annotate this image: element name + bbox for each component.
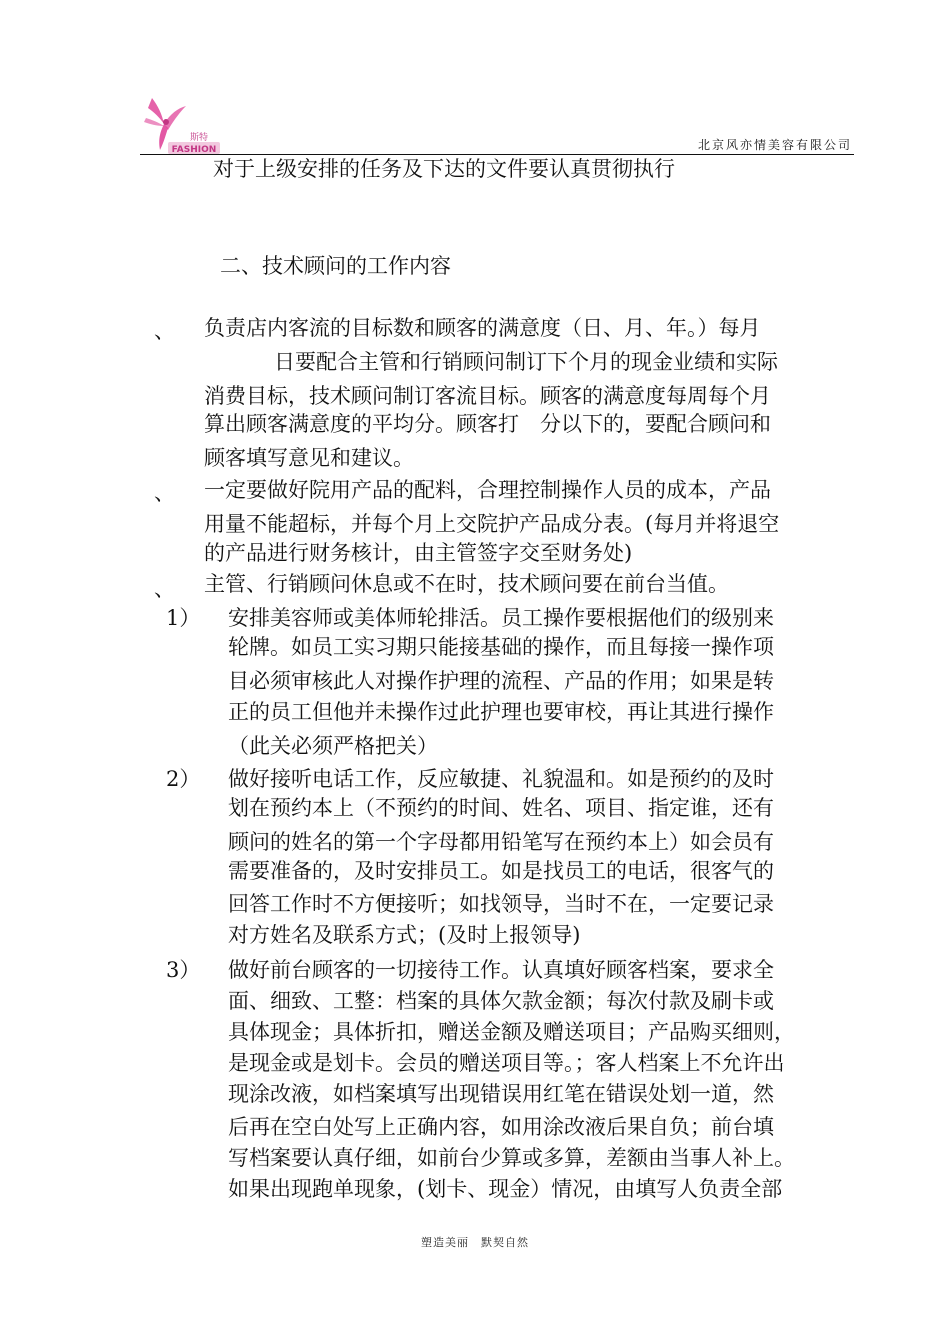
item1-marker: 1） <box>166 606 201 630</box>
item3-line: 后再在空白处写上正确内容，如用涂改液后果自负；前台填 <box>228 1115 774 1139</box>
item2-line: 对方姓名及联系方式；(及时上报领导) <box>228 923 581 947</box>
para1-marker: 、 <box>154 319 175 343</box>
item3-marker: 3） <box>166 958 201 982</box>
para3-marker: 、 <box>154 577 175 601</box>
item3-line: 现涂改液，如档案填写出现错误用红笔在错误处划一道，然 <box>228 1082 774 1106</box>
item3-line: 做好前台顾客的一切接待工作。认真填好顾客档案，要求全 <box>228 958 774 982</box>
item3-line: 是现金或是划卡。会员的赠送项目等。；客人档案上不允许出 <box>228 1051 785 1075</box>
item2-marker: 2） <box>166 767 201 791</box>
svg-text:斯特: 斯特 <box>190 133 209 143</box>
item1-line: 目必须审核此人对操作护理的流程、产品的作用；如果是转 <box>228 669 774 693</box>
para2-line: 用量不能超标，并每个月上交院护产品成分表。(每月并将退空 <box>204 512 780 536</box>
item3-line: 写档案要认真仔细，如前台少算或多算，差额由当事人补上。 <box>228 1146 795 1170</box>
item2-line: 顾问的姓名的第一个字母都用铅笔写在预约本上）如会员有 <box>228 830 774 854</box>
para1-line: 负责店内客流的目标数和顾客的满意度（日、月、年。）每月 <box>204 316 761 340</box>
item3-line: 如果出现跑单现象，(划卡、现金）情况，由填写人负责全部 <box>228 1177 783 1201</box>
para2-marker: 、 <box>154 481 175 505</box>
item3-line: 面、细致、工整：档案的具体欠款金额；每次付款及刷卡或 <box>228 989 774 1013</box>
para1-line: 算出顾客满意度的平均分。顾客打 分以下的，要配合顾问和 <box>204 412 771 436</box>
svg-text:FASHION: FASHION <box>171 145 217 155</box>
item1-line: 安排美容师或美体师轮排活。员工操作要根据他们的级别来 <box>228 606 774 630</box>
item1-line: 正的员工但他并未操作过此护理也要审校，再让其进行操作 <box>228 700 774 724</box>
item2-line: 做好接听电话工作，反应敏捷、礼貌温和。如是预约的及时 <box>228 767 774 791</box>
company-name: 北京风亦情美容有限公司 <box>697 138 852 152</box>
item3-line: 具体现金；具体折扣，赠送金额及赠送项目；产品购买细则， <box>228 1020 795 1044</box>
item2-line: 回答工作时不方便接听；如找领导，当时不在，一定要记录 <box>228 892 774 916</box>
company-logo <box>138 92 238 158</box>
para3-line: 主管、行销顾问休息或不在时，技术顾问要在前台当值。 <box>204 572 729 596</box>
para1-line: 顾客填写意见和建议。 <box>204 446 414 470</box>
item2-line: 需要准备的，及时安排员工。如是找员工的电话，很客气的 <box>228 859 774 883</box>
item1-line: （此关必须严格把关） <box>228 734 438 758</box>
para1-line: 日要配合主管和行销顾问制订下个月的现金业绩和实际 <box>274 350 778 374</box>
para2-line: 的产品进行财务核计，由主管签字交至财务处) <box>204 541 633 565</box>
para2-line: 一定要做好院用产品的配料，合理控制操作人员的成本，产品 <box>204 478 771 502</box>
footer-slogan: 塑造美丽 默契自然 <box>421 1236 529 1249</box>
item2-line: 划在预约本上（不预约的时间、姓名、项目、指定谁，还有 <box>228 796 774 820</box>
section-title: 二、技术顾问的工作内容 <box>220 254 451 278</box>
para1-line: 消费目标，技术顾问制订客流目标。顾客的满意度每周每个月 <box>204 384 771 408</box>
item1-line: 轮牌。如员工实习期只能接基础的操作，而且每接一操作项 <box>228 635 774 659</box>
intro-line: 对于上级安排的任务及下达的文件要认真贯彻执行 <box>213 157 675 181</box>
